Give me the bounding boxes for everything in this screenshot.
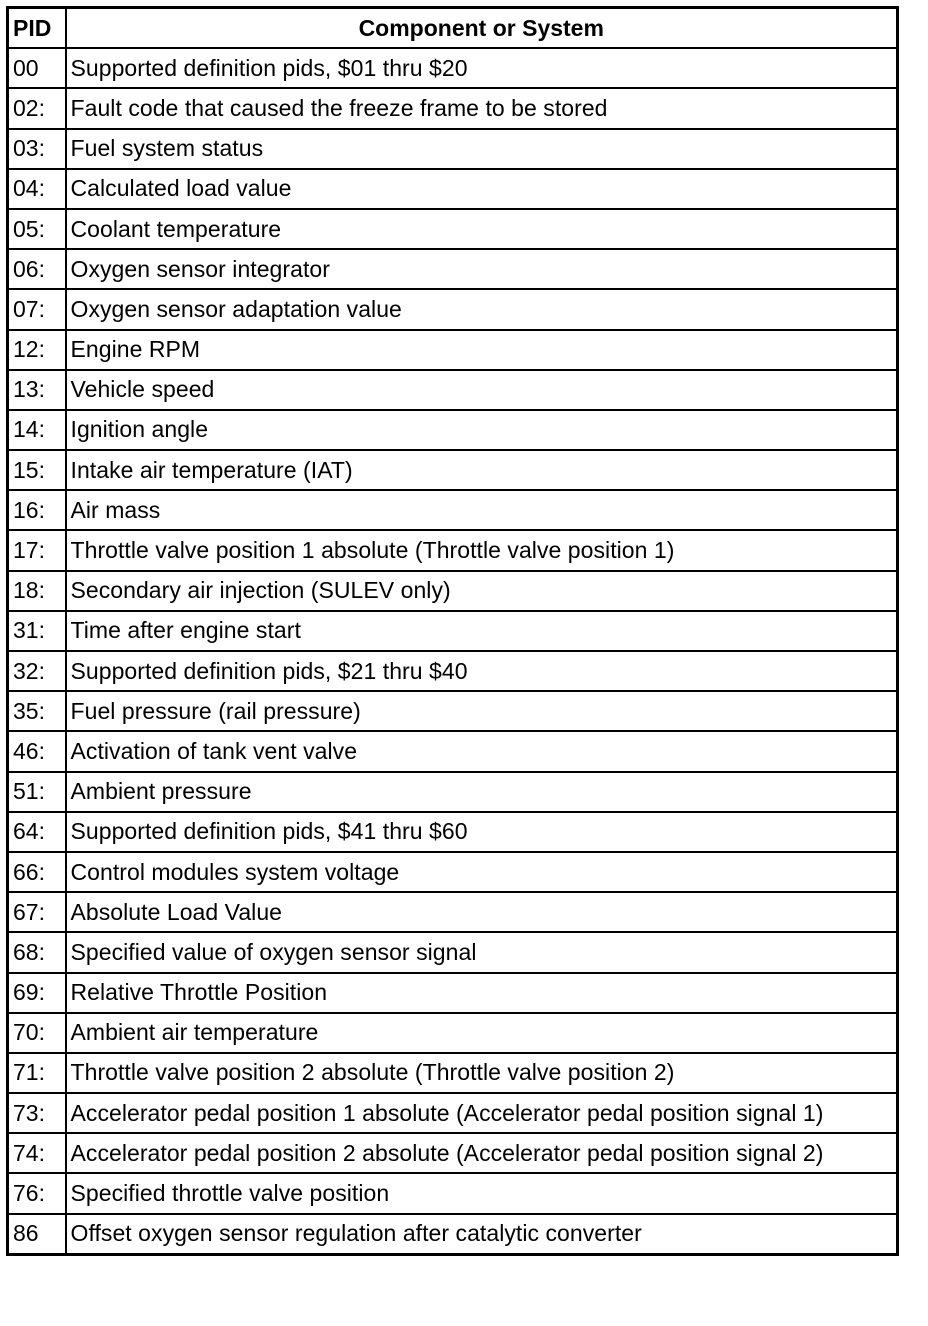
pid-cell: 51:	[8, 772, 66, 812]
table-row	[8, 370, 898, 410]
component-cell: Accelerator pedal position 2 absolute (Accelerator pedal position signal 2)	[66, 1133, 898, 1173]
pid-cell: 18:	[8, 571, 66, 611]
header-component: Component or System	[66, 8, 898, 49]
pid-cell: 03:	[8, 129, 66, 169]
component-cell: Specified value of oxygen sensor signal	[66, 932, 898, 972]
table-row	[8, 129, 898, 169]
table-row	[8, 1093, 898, 1133]
component-cell: Engine RPM	[66, 330, 898, 370]
pid-cell: 73:	[8, 1093, 66, 1133]
table-row	[8, 289, 898, 329]
pid-cell: 67:	[8, 892, 66, 932]
table-row	[8, 1133, 898, 1173]
component-cell: Coolant temperature	[66, 209, 898, 249]
table-row	[8, 852, 898, 892]
pid-cell: 00	[8, 48, 66, 88]
component-cell: Calculated load value	[66, 169, 898, 209]
pid-cell: 14:	[8, 410, 66, 450]
table-row	[8, 410, 898, 450]
table-row	[8, 892, 898, 932]
component-cell: Control modules system voltage	[66, 852, 898, 892]
component-cell: Supported definition pids, $21 thru $40	[66, 651, 898, 691]
table-row	[8, 490, 898, 530]
pid-cell: 07:	[8, 289, 66, 329]
pid-cell: 15:	[8, 450, 66, 490]
table-row	[8, 932, 898, 972]
table-row	[8, 530, 898, 570]
pid-cell: 05:	[8, 209, 66, 249]
pid-cell: 69:	[8, 973, 66, 1013]
component-cell: Throttle valve position 1 absolute (Throttle valve position 1)	[66, 530, 898, 570]
table-row	[8, 1173, 898, 1213]
component-cell: Absolute Load Value	[66, 892, 898, 932]
table-row	[8, 330, 898, 370]
table-row	[8, 691, 898, 731]
table-row	[8, 209, 898, 249]
table-body	[8, 48, 898, 1254]
component-cell: Oxygen sensor integrator	[66, 249, 898, 289]
pid-cell: 35:	[8, 691, 66, 731]
component-cell: Fuel pressure (rail pressure)	[66, 691, 898, 731]
table-row	[8, 169, 898, 209]
component-cell: Oxygen sensor adaptation value	[66, 289, 898, 329]
pid-cell: 31:	[8, 611, 66, 651]
component-cell: Time after engine start	[66, 611, 898, 651]
pid-cell: 86	[8, 1214, 66, 1255]
pid-cell: 66:	[8, 852, 66, 892]
table-row	[8, 973, 898, 1013]
pid-cell: 71:	[8, 1053, 66, 1093]
pid-cell: 68:	[8, 932, 66, 972]
component-cell: Secondary air injection (SULEV only)	[66, 571, 898, 611]
component-cell: Vehicle speed	[66, 370, 898, 410]
table-row	[8, 731, 898, 771]
table-row	[8, 1013, 898, 1053]
table-row	[8, 1053, 898, 1093]
component-cell: Offset oxygen sensor regulation after catalytic converter	[66, 1214, 898, 1255]
pid-cell: 16:	[8, 490, 66, 530]
component-cell: Ambient air temperature	[66, 1013, 898, 1053]
pid-cell: 70:	[8, 1013, 66, 1053]
table-row	[8, 571, 898, 611]
component-cell: Ambient pressure	[66, 772, 898, 812]
component-cell: Intake air temperature (IAT)	[66, 450, 898, 490]
pid-cell: 13:	[8, 370, 66, 410]
component-cell: Relative Throttle Position	[66, 973, 898, 1013]
table-row	[8, 611, 898, 651]
header-pid: PID	[8, 8, 66, 49]
table-row	[8, 772, 898, 812]
table-row	[8, 812, 898, 852]
table-row	[8, 249, 898, 289]
component-cell: Ignition angle	[66, 410, 898, 450]
pid-cell: 06:	[8, 249, 66, 289]
component-cell: Activation of tank vent valve	[66, 731, 898, 771]
pid-cell: 04:	[8, 169, 66, 209]
pid-cell: 17:	[8, 530, 66, 570]
pid-cell: 32:	[8, 651, 66, 691]
pid-cell: 12:	[8, 330, 66, 370]
table-row	[8, 88, 898, 128]
pid-table	[6, 6, 899, 1256]
table-row	[8, 48, 898, 88]
table-row	[8, 1214, 898, 1255]
component-cell: Throttle valve position 2 absolute (Throttle valve position 2)	[66, 1053, 898, 1093]
pid-cell: 64:	[8, 812, 66, 852]
component-cell: Fault code that caused the freeze frame to be stored	[66, 88, 898, 128]
pid-cell: 74:	[8, 1133, 66, 1173]
component-cell: Specified throttle valve position	[66, 1173, 898, 1213]
table-row	[8, 450, 898, 490]
pid-cell: 02:	[8, 88, 66, 128]
component-cell: Air mass	[66, 490, 898, 530]
component-cell: Fuel system status	[66, 129, 898, 169]
table-row	[8, 651, 898, 691]
pid-cell: 76:	[8, 1173, 66, 1213]
component-cell: Supported definition pids, $41 thru $60	[66, 812, 898, 852]
component-cell: Accelerator pedal position 1 absolute (Accelerator pedal position signal 1)	[66, 1093, 898, 1133]
header-row	[8, 8, 898, 49]
component-cell: Supported definition pids, $01 thru $20	[66, 48, 898, 88]
pid-cell: 46:	[8, 731, 66, 771]
